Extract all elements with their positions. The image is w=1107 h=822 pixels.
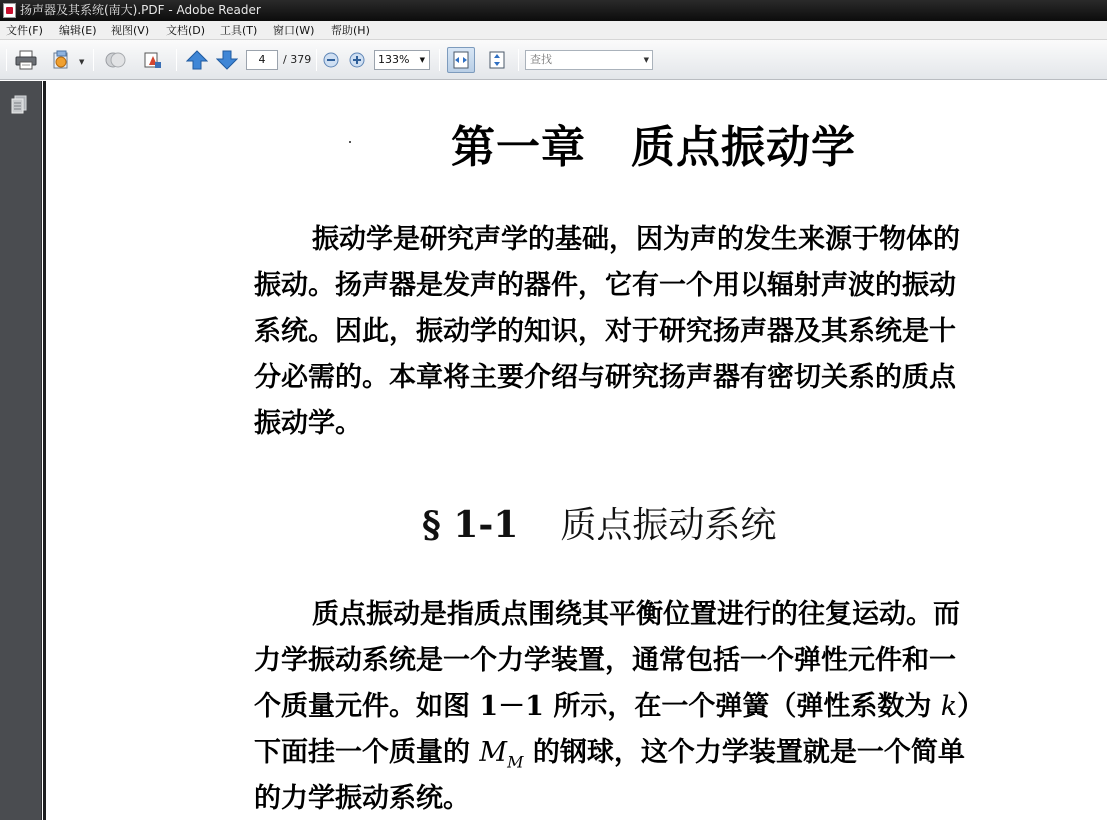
intro-line: 振动。扬声器是发声的器件，它有一个用以辐射声波的振动: [254, 270, 956, 301]
toolbar: [0, 40, 1107, 80]
print-icon: [15, 50, 37, 70]
title-bar: [0, 0, 1107, 21]
previous-page-button[interactable]: [184, 48, 210, 72]
pages-panel-button[interactable]: [10, 95, 28, 115]
window-title: 扬声器及其系统(南大).PDF - Adobe Reader: [20, 3, 261, 17]
chapter-title: 第一章 质点振动学: [451, 122, 856, 173]
fit-width-icon: [451, 50, 471, 70]
zoom-value: 133%: [378, 53, 410, 66]
page-total-label: / 379: [283, 53, 312, 66]
intro-line: 振动学。: [254, 408, 362, 439]
share-button[interactable]: [49, 48, 75, 72]
intro-line: 系统。因此，振动学的知识，对于研究扬声器及其系统是十: [254, 316, 956, 347]
toolbar-separator: [316, 49, 317, 71]
menu-tools[interactable]: 工具(T): [220, 24, 258, 37]
next-page-icon: [216, 50, 238, 70]
find-input[interactable]: [525, 50, 653, 70]
body-line-close: ）: [957, 691, 985, 722]
adobe-reader-icon: [3, 3, 16, 18]
navigation-pane: [0, 81, 42, 820]
menu-window[interactable]: 窗口(W): [273, 24, 315, 37]
intro-line: 分必需的。本章将主要介绍与研究扬声器有密切关系的质点: [254, 362, 956, 393]
section-heading: [422, 497, 776, 548]
body-paragraph: [254, 592, 1054, 822]
zoom-in-button[interactable]: [345, 48, 369, 72]
body-line: [254, 730, 1054, 776]
section-number: § 1-1: [422, 504, 519, 546]
toolbar-separator: [439, 49, 440, 71]
fit-page-button[interactable]: [484, 48, 510, 72]
chevron-down-icon: ▼: [643, 56, 649, 64]
menu-help[interactable]: 帮助(H): [331, 24, 370, 37]
body-line: [254, 684, 1054, 730]
chevron-down-icon: ▼: [419, 56, 425, 64]
intro-paragraph: [254, 217, 1054, 447]
pages-icon: [10, 95, 28, 115]
menu-file[interactable]: 文件(F): [6, 24, 43, 37]
body-line-text: 个质量元件。如图 1－1 所示，在一个弹簧（弹性系数为: [254, 691, 932, 722]
section-title: 质点振动系统: [560, 505, 777, 546]
toolbar-separator: [176, 49, 177, 71]
menu-view[interactable]: 视图(V): [111, 24, 150, 37]
scan-speck: [349, 141, 351, 143]
zoom-out-icon: [323, 52, 339, 68]
toolbar-separator: [93, 49, 94, 71]
snapshot-button[interactable]: [140, 48, 166, 72]
page-number-input[interactable]: 4: [246, 50, 278, 70]
print-button[interactable]: [13, 48, 39, 72]
hand-tool-button[interactable]: [102, 48, 128, 72]
math-k: k: [940, 691, 958, 722]
body-line-text: 下面挂一个质量的: [254, 737, 470, 768]
menu-bar: [0, 21, 1107, 40]
document-view[interactable]: [43, 81, 1107, 820]
zoom-in-icon: [349, 52, 365, 68]
zoom-out-button[interactable]: [319, 48, 343, 72]
body-line: 质点振动是指质点围绕其平衡位置进行的往复运动。而: [312, 599, 960, 630]
zoom-select[interactable]: [374, 50, 430, 70]
body-line: 力学振动系统是一个力学装置，通常包括一个弹性元件和一: [254, 645, 956, 676]
menu-document[interactable]: 文档(D): [166, 24, 206, 37]
next-page-button[interactable]: [214, 48, 240, 72]
toolbar-grip: [6, 49, 7, 71]
body-line-rest: 的钢球，这个力学装置就是一个简单: [532, 737, 965, 768]
hand-icon: [103, 50, 127, 70]
previous-page-icon: [186, 50, 208, 70]
find-placeholder: 查找: [530, 53, 552, 66]
menu-edit[interactable]: 编辑(E): [59, 24, 97, 37]
fit-page-icon: [487, 50, 507, 70]
share-icon: [51, 50, 73, 70]
intro-line: 振动学是研究声学的基础，因为声的发生来源于物体的: [312, 224, 960, 255]
body-line: 的力学振动系统。: [254, 783, 470, 814]
math-mass: $M_M$: [479, 737, 524, 772]
toolbar-separator: [518, 49, 519, 71]
fit-width-button[interactable]: [447, 47, 475, 73]
snapshot-icon: [143, 50, 163, 70]
share-dropdown-arrow[interactable]: ▼: [79, 58, 85, 66]
